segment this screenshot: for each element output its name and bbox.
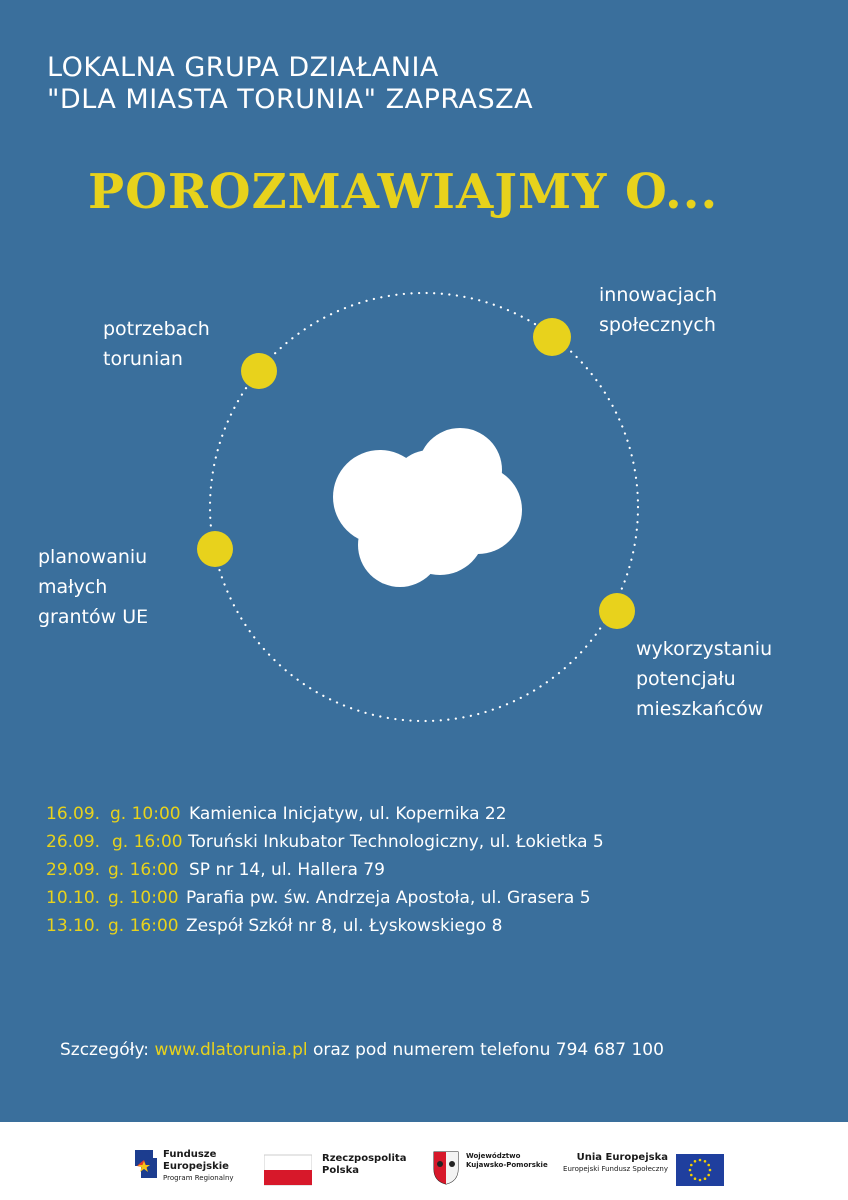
rp-title: Rzeczpospolita [322, 1153, 407, 1164]
schedule-time: g. 16:00 [112, 832, 183, 852]
schedule-place: Parafia pw. św. Andrzeja Apostoła, ul. Grasera 5 [186, 888, 591, 908]
footer-logos [0, 1122, 848, 1200]
topic-line: wykorzystaniu [636, 638, 773, 660]
header-line-2: "DLA MIASTA TORUNIA" ZAPRASZA [47, 84, 534, 115]
schedule-date: 10.10. [46, 888, 101, 908]
ue-logo-text [560, 1152, 668, 1175]
topic-line: planowaniu [38, 546, 148, 568]
topic-line: grantów UE [38, 606, 149, 628]
ue-sub: Europejski Fundusz Społeczny [563, 1165, 668, 1173]
fe-logo-text [163, 1149, 234, 1184]
schedule-place: SP nr 14, ul. Hallera 79 [189, 860, 385, 880]
fe-title2: Europejskie [163, 1161, 229, 1172]
schedule-time: g. 10:00 [108, 888, 179, 908]
schedule-date: 16.09. [46, 804, 101, 824]
details-suffix: oraz pod numerem telefonu 794 687 100 [313, 1040, 664, 1060]
woj-logo-text [466, 1152, 548, 1170]
cloud-icon [333, 428, 522, 587]
schedule-time: g. 16:00 [108, 860, 179, 880]
headline: POROZMAWIAJMY O... [88, 164, 719, 220]
coat-of-arms-icon [433, 1148, 459, 1188]
topic-dot-top-left [241, 353, 277, 389]
topic-right [636, 634, 772, 724]
woj-title: Województwo [466, 1152, 521, 1160]
polish-flag-icon [264, 1150, 312, 1190]
topic-line: innowacjach [599, 284, 718, 306]
schedule-place: Toruński Inkubator Technologiczny, ul. Łokietka 5 [188, 832, 604, 852]
topic-left [38, 542, 148, 632]
eu-flag-icon [676, 1150, 724, 1190]
woj-title2: Kujawsko-Pomorskie [466, 1161, 548, 1169]
topic-line: małych [38, 576, 108, 598]
schedule-date: 26.09. [46, 832, 101, 852]
topic-line: mieszkańców [636, 698, 764, 720]
fe-sub: Program Regionalny [163, 1174, 234, 1182]
topic-top-right [599, 280, 717, 340]
schedule-date: 13.10. [46, 916, 101, 936]
topic-dot-right [599, 593, 635, 629]
topic-line: społecznych [599, 314, 716, 336]
topic-line: torunian [103, 348, 183, 370]
schedule-place: Kamienica Inicjatyw, ul. Kopernika 22 [189, 804, 507, 824]
topic-dot-top-right [533, 318, 571, 356]
website-link[interactable]: www.dlatorunia.pl [154, 1040, 308, 1060]
topic-dot-left [197, 531, 233, 567]
topic-line: potrzebach [103, 318, 210, 340]
rp-title2: Polska [322, 1165, 359, 1176]
rp-logo-text [322, 1153, 406, 1177]
topic-line: potencjału [636, 668, 736, 690]
schedule-place: Zespół Szkół nr 8, ul. Łyskowskiego 8 [186, 916, 503, 936]
schedule-time: g. 10:00 [110, 804, 181, 824]
header-line-1: LOKALNA GRUPA DZIAŁANIA [47, 52, 439, 83]
topic-top-left [103, 314, 210, 374]
ue-title: Unia Europejska [576, 1152, 668, 1163]
schedule-date: 29.09. [46, 860, 101, 880]
details-line [60, 1040, 664, 1060]
details-prefix: Szczegóły: [60, 1040, 150, 1060]
fe-title: Fundusze [163, 1149, 217, 1160]
schedule-time: g. 16:00 [108, 916, 179, 936]
fe-logo-icon [133, 1144, 159, 1184]
